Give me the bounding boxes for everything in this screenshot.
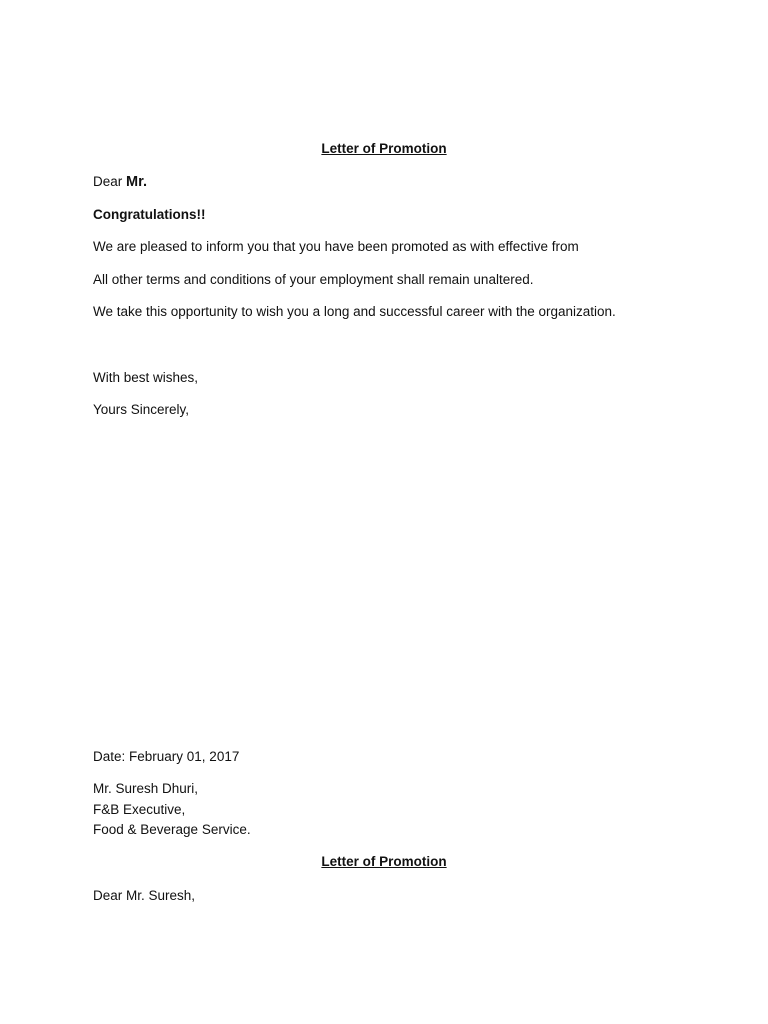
salutation-prefix: Dear xyxy=(93,174,123,189)
salutation xyxy=(93,173,147,191)
body-paragraph: All other terms and conditions of your employment shall remain unaltered. xyxy=(93,272,534,287)
salutation: Dear Mr. Suresh, xyxy=(93,888,196,903)
body-paragraph: We take this opportunity to wish you a long and successful career with the organization. xyxy=(93,304,616,319)
letter-title: Letter of Promotion xyxy=(321,854,447,869)
closing-line: Yours Sincerely, xyxy=(93,402,190,417)
salutation-name: Mr. xyxy=(126,174,147,190)
recipient-department: Food & Beverage Service. xyxy=(93,822,251,837)
letter-title: Letter of Promotion xyxy=(321,141,447,156)
closing-line: With best wishes, xyxy=(93,370,199,385)
body-paragraph: We are pleased to inform you that you have been promoted as with effective from xyxy=(93,239,579,254)
congratulations-line: Congratulations!! xyxy=(93,207,206,222)
recipient-title: F&B Executive, xyxy=(93,802,186,817)
letter-date: Date: February 01, 2017 xyxy=(93,749,240,764)
recipient-name: Mr. Suresh Dhuri, xyxy=(93,781,199,796)
